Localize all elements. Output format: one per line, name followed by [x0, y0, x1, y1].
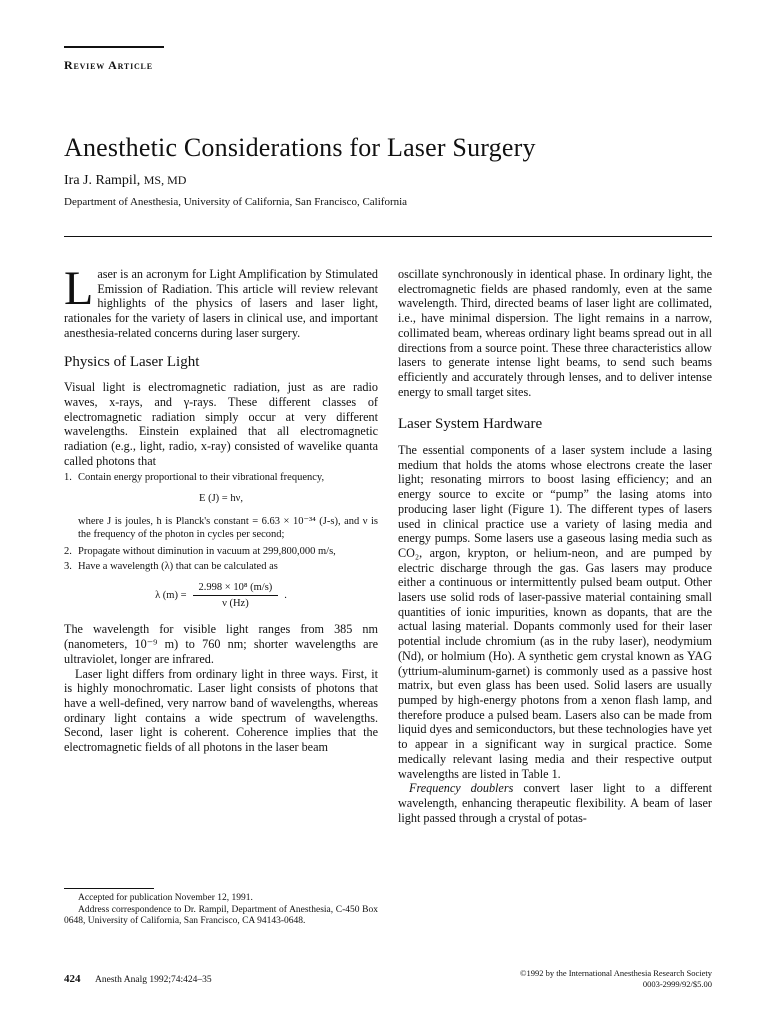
footnote-rule — [64, 888, 154, 889]
photon-properties-list — [64, 471, 378, 610]
formula-fraction — [193, 581, 279, 610]
list-item — [64, 545, 378, 558]
wavelength-formula — [64, 581, 378, 610]
intro-paragraph — [64, 262, 378, 341]
author-line — [64, 173, 186, 189]
copyright-notice — [440, 968, 712, 990]
physics-paragraph-2: The wavelength for visible light ranges from 385 nm (nanometers, 10⁻⁹ m) to 760 nm; shorter wavelengths are ultraviolet, longer are infrared. — [64, 622, 378, 666]
author-affiliation: Department of Anesthesia, University of California, San Francisco, California — [64, 196, 408, 208]
journal-citation: Anesth Analg 1992;74:424–35 — [95, 975, 212, 985]
title-divider — [64, 236, 712, 237]
emphasis-term: Frequency doublers — [409, 781, 514, 796]
list-number: 2. — [64, 546, 72, 558]
right-column — [398, 267, 712, 825]
list-text: Propagate without diminution in vacuum at 299,800,000 m/s, — [78, 546, 336, 558]
list-text: Contain energy proportional to their vibrational frequency, — [78, 472, 325, 484]
page-number: 424 — [64, 973, 81, 985]
right-paragraph-1: oscillate synchronously in identical phase. In ordinary light, the electromagnetic fields are phased randomly, even at the same wavelength. Third, directed beams of laser light are collimated, i.e., have minimal dispersion. The light remains in a narrow, collimated beam, whereas ordinary light beams spread out in all directions from a source point. These three characteristics allow lasers to generate intense light beams, to send such beams efficiently and accurately through lenses, and to deliver intense energy to small target sites. — [398, 267, 712, 399]
article-title: Anesthetic Considerations for Laser Surgery — [64, 133, 536, 162]
formula-explanation: where J is joules, h is Planck's constant = 6.63 × 10⁻³⁴ (J-s), and ν is the frequency of the photon in cycles per second; — [78, 516, 378, 541]
price-code: 0003-2999/92/$5.00 — [642, 979, 712, 989]
section-heading-hardware: Laser System Hardware — [398, 416, 543, 433]
formula-numerator: 2.998 × 10⁸ (m/s) — [193, 581, 279, 596]
article-type-label: Review Article — [64, 58, 153, 72]
list-item — [64, 560, 378, 573]
footnote — [64, 893, 378, 929]
list-item — [64, 471, 378, 484]
left-column — [64, 262, 378, 755]
list-number: 3. — [64, 561, 72, 573]
formula-lhs: λ (m) = — [155, 590, 187, 602]
footnote-accepted: Accepted for publication November 12, 1991. — [78, 893, 253, 903]
header-rule — [64, 46, 164, 48]
physics-paragraph-1: Visual light is electromagnetic radiation, just as are radio waves, x-rays, and γ-rays. These different classes of electromagnetic radiation simply occur at very different wavelengths. Einstein explained that all electromagnetic radiation (e.g., light, radio, x-ray) consisted of wavelike quanta called photons that — [64, 380, 378, 468]
paragraph-text: convert laser light to a different wavelength, enhancing therapeutic flexibility. A beam of laser light passed through a crystal of potas- — [398, 781, 712, 825]
copyright-line: ©1992 by the International Anesthesia Research Society — [520, 968, 712, 978]
list-number: 1. — [64, 472, 72, 484]
hardware-paragraph-2 — [398, 781, 712, 825]
intro-text: aser is an acronym for Light Amplification by Stimulated Emission of Radiation. This article will review relevant highlights of the physics of lasers and laser light, rationales for the variety of lasers in clinical use, and important anesthesia-related concerns during laser surgery. — [64, 267, 378, 340]
formula-end: . — [284, 590, 287, 602]
list-text: Have a wavelength (λ) that can be calculated as — [78, 561, 278, 573]
section-heading-physics: Physics of Laser Light — [64, 353, 200, 370]
drop-cap: L — [64, 262, 94, 315]
formula-denominator: ν (Hz) — [222, 598, 249, 610]
author-name: Ira J. Rampil, — [64, 173, 141, 188]
author-degrees: MS, MD — [143, 173, 187, 187]
hardware-paragraph-1: The essential components of a laser system include a lasing medium that holds the atoms whose electrons create the laser light; resonating mirrors to boost lasing efficiency; and an energy source to excite or “pump” the lasing atoms into producing laser light (Figure 1). The different types of lasers used in clinical practice use a variety of lasing media and energy pumps. Some lasers use a gaseous lasing media such as CO₂, argon, krypton, or helium-neon, and are pumped by electric discharge through the gas. Gas lasers may produce either a continuous or intermittently pulsed beam output. Other lasers use solid rods of laser-passive material containing small quantities of ionic impurities, known as dopants, that are the actual lasing material. Dopants commonly used for their laser potential include chromium (as in the ruby laser), neodymium (Nd), or holmium (Ho). A synthetic gem crystal known as YAG (yttrium-aluminum-garnet) is commonly used as a passive host matrix, but even glass has been used. Solid lasers are usually pumped by high-energy photons from a xenon flash lamp, and therefore produce a pulsed beam. Lasers also can be made from liquid dyes and semiconductors, but these technologies have yet to appear in a significant way in surgical practice. Some medically relevant lasing media and their respective output wavelengths are listed in Table 1. — [398, 443, 712, 781]
physics-paragraph-3: Laser light differs from ordinary light in three ways. First, it is highly monochromatic. Laser light consists of photons that have a well-defined, very narrow band of wavelengths, whereas ordinary light contains a wide spectrum of wavelengths. Second, laser light is coherent. Coherence implies that the electromagnetic fields of all photons in the laser beam — [64, 666, 378, 755]
footnote-address: Address correspondence to Dr. Rampil, Department of Anesthesia, C-450 Box 0648, University of California, San Francisco, CA 94143-0648. — [64, 905, 378, 927]
energy-formula: E (J) = hν, — [199, 493, 243, 505]
